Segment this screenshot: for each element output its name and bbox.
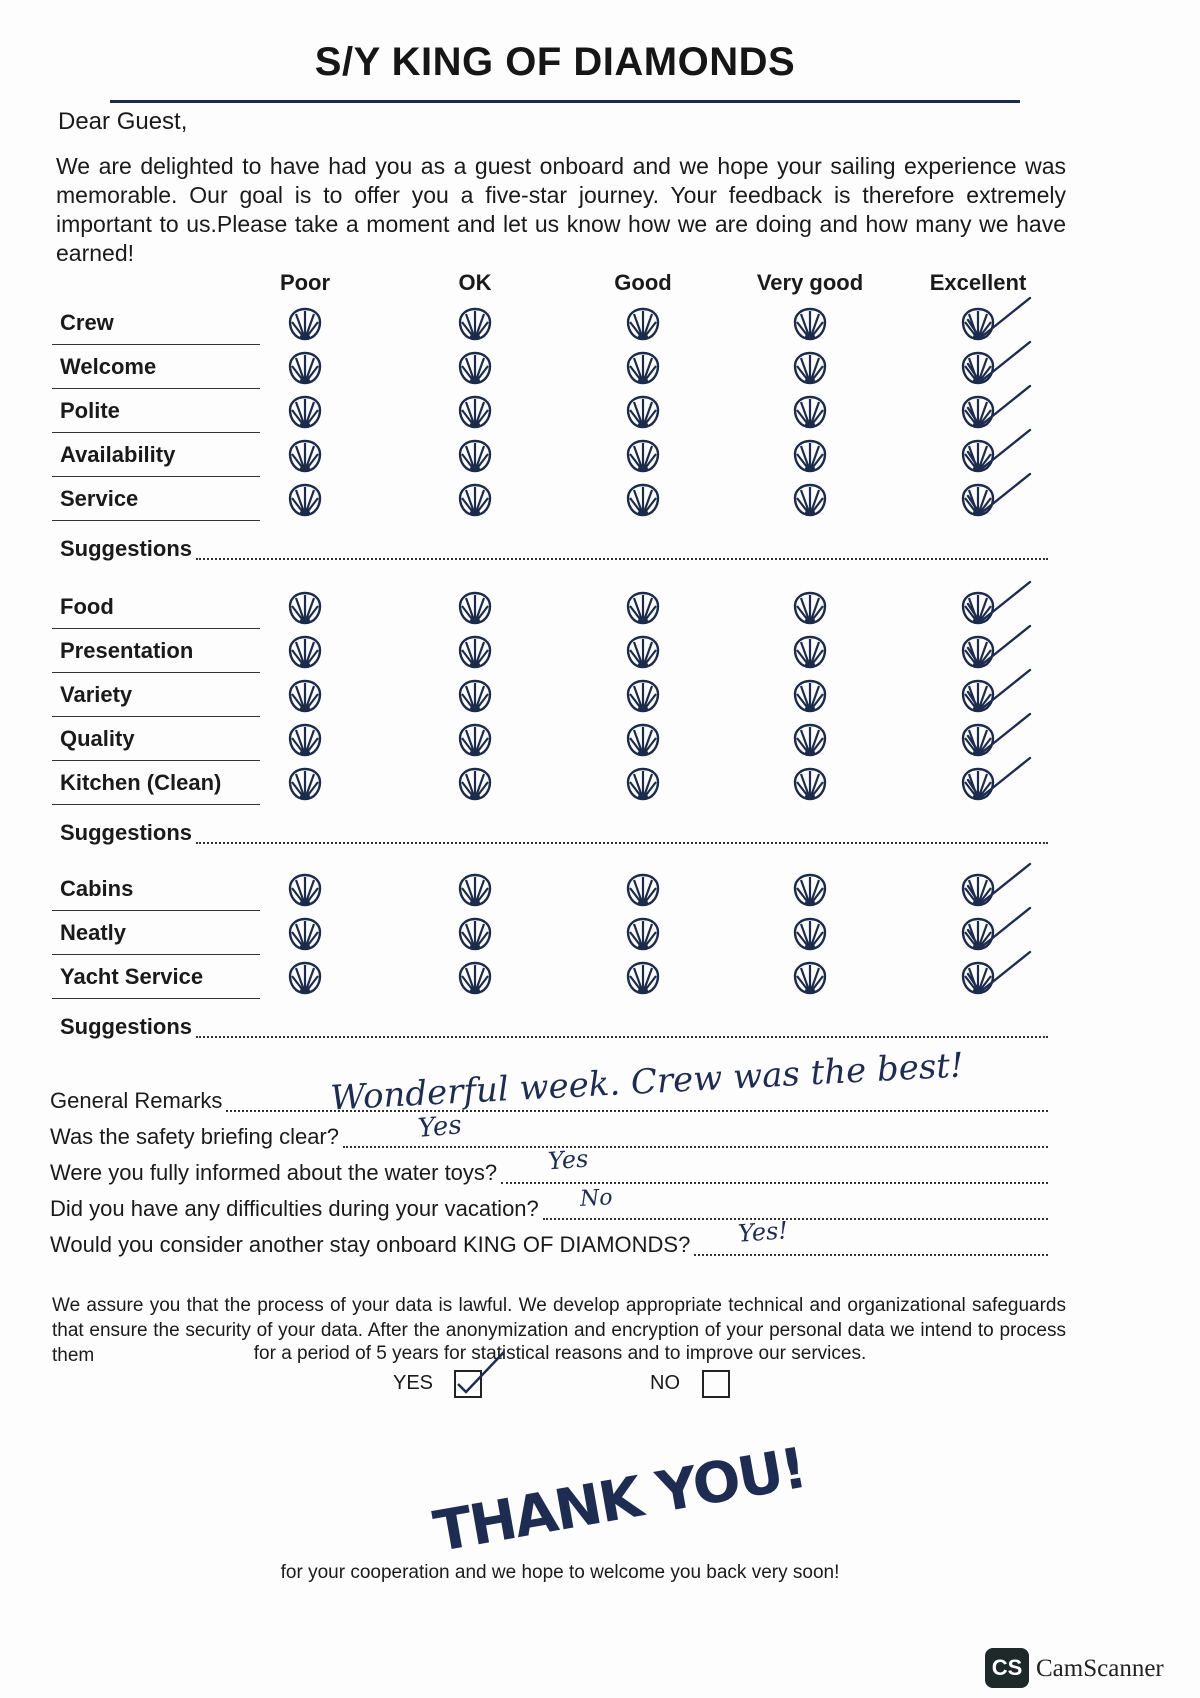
rating-row-label: Availability — [60, 442, 176, 467]
shell-icon[interactable] — [457, 306, 493, 342]
question-label: Were you fully informed about the water toys? — [50, 1160, 498, 1185]
row-divider — [52, 344, 260, 345]
shell-icon[interactable] — [457, 960, 493, 996]
checkmark-icon — [964, 294, 1034, 344]
checkmark-icon — [964, 470, 1034, 520]
shell-icon[interactable] — [792, 916, 828, 952]
shell-icon[interactable] — [625, 438, 661, 474]
shell-icon[interactable] — [287, 916, 323, 952]
checkmark-icon — [964, 338, 1034, 388]
checkmark-icon — [964, 622, 1034, 672]
checkmark-icon — [964, 948, 1034, 998]
greeting: Dear Guest, — [58, 108, 188, 135]
rating-row-label: Kitchen (Clean) — [60, 770, 222, 795]
row-divider — [52, 910, 260, 911]
shell-icon[interactable] — [625, 306, 661, 342]
row-divider — [52, 954, 260, 955]
rating-row-label: Welcome — [60, 354, 157, 379]
camscanner-watermark-text: CamScanner — [1036, 1655, 1164, 1682]
shell-icon[interactable] — [457, 634, 493, 670]
shell-icon[interactable] — [457, 722, 493, 758]
shell-icon[interactable] — [457, 350, 493, 386]
rating-row-label: Crew — [60, 310, 114, 335]
camscanner-logo: CS — [985, 1648, 1029, 1688]
column-header-excellent: Excellent — [929, 270, 1027, 295]
checkmark-icon — [964, 710, 1034, 760]
shell-icon[interactable] — [792, 960, 828, 996]
svg-text:THANK YOU!: THANK YOU! — [429, 1435, 811, 1566]
question-label: Would you consider another stay onboard KING OF DIAMONDS? — [50, 1232, 691, 1257]
rating-row-label: Food — [60, 594, 114, 619]
shell-icon[interactable] — [457, 766, 493, 802]
row-divider — [52, 476, 260, 477]
shell-icon[interactable] — [287, 872, 323, 908]
form-title: S/Y KING OF DIAMONDS — [314, 40, 796, 84]
handwritten-answer: Wonderful week. Crew was the best! — [329, 1045, 965, 1119]
question-label: Was the safety briefing clear? — [50, 1124, 339, 1149]
suggestions-input-line[interactable] — [196, 1036, 1048, 1038]
shell-icon[interactable] — [625, 872, 661, 908]
row-divider — [52, 628, 260, 629]
shell-icon[interactable] — [457, 394, 493, 430]
question-label: Did you have any difficulties during your vacation? — [50, 1196, 539, 1221]
shell-icon[interactable] — [625, 960, 661, 996]
privacy-notice-last-line: for a period of 5 years for statistical reasons and to improve our services. — [253, 1343, 867, 1364]
shell-icon[interactable] — [457, 438, 493, 474]
checkmark-icon — [964, 426, 1034, 476]
rating-row-label: Neatly — [60, 920, 127, 945]
shell-icon[interactable] — [792, 872, 828, 908]
shell-icon[interactable] — [287, 438, 323, 474]
row-divider — [52, 388, 260, 389]
rating-row-label: Polite — [60, 398, 120, 423]
shell-icon[interactable] — [287, 678, 323, 714]
title-divider — [110, 100, 1020, 103]
column-header-ok: OK — [458, 270, 492, 295]
answer-input-line[interactable] — [543, 1218, 1048, 1220]
checkmark-icon — [964, 578, 1034, 628]
suggestions-label: Suggestions — [60, 820, 193, 845]
checkmark-icon — [452, 1350, 512, 1400]
shell-icon[interactable] — [625, 482, 661, 518]
shell-icon[interactable] — [287, 722, 323, 758]
shell-icon[interactable] — [287, 306, 323, 342]
handwritten-answer: No — [579, 1185, 614, 1212]
shell-icon[interactable] — [625, 678, 661, 714]
answer-input-line[interactable] — [694, 1254, 1048, 1256]
shell-icon[interactable] — [625, 766, 661, 802]
shell-icon[interactable] — [287, 766, 323, 802]
thank-you-handwriting — [423, 1435, 811, 1566]
shell-icon[interactable] — [287, 350, 323, 386]
rating-row-label: Cabins — [60, 876, 134, 901]
shell-icon[interactable] — [792, 306, 828, 342]
suggestions-label: Suggestions — [60, 536, 193, 561]
shell-icon[interactable] — [457, 872, 493, 908]
privacy-notice: We assure you that the process of your data is lawful. We develop appropriate technical and organizational safeguards that ensure the security of your data. After the anonymization and encryption of your personal data we intend to process them — [52, 1295, 1066, 1366]
handwritten-answer: Yes! — [737, 1216, 789, 1248]
checkmark-icon — [964, 860, 1034, 910]
checkmark-icon — [964, 754, 1034, 804]
shell-icon[interactable] — [792, 678, 828, 714]
shell-icon[interactable] — [457, 678, 493, 714]
shell-icon[interactable] — [287, 482, 323, 518]
shell-icon[interactable] — [792, 722, 828, 758]
shell-icon[interactable] — [792, 482, 828, 518]
column-header-very-good: Very good — [756, 270, 864, 295]
footer-text: for your cooperation and we hope to welcome you back very soon! — [280, 1562, 840, 1583]
consent-yes-checkbox[interactable] — [454, 1370, 482, 1398]
shell-icon[interactable] — [287, 960, 323, 996]
checkmark-icon — [964, 382, 1034, 432]
row-divider — [52, 760, 260, 761]
row-divider — [52, 432, 260, 433]
checkmark-icon — [964, 904, 1034, 954]
shell-icon[interactable] — [287, 634, 323, 670]
shell-icon[interactable] — [287, 590, 323, 626]
suggestions-label: Suggestions — [60, 1014, 193, 1039]
shell-icon[interactable] — [792, 394, 828, 430]
handwritten-answer: Yes — [547, 1144, 590, 1176]
suggestions-input-line[interactable] — [196, 842, 1048, 844]
consent-no-checkbox[interactable] — [702, 1370, 730, 1398]
rating-row-label: Service — [60, 486, 139, 511]
shell-icon[interactable] — [625, 590, 661, 626]
suggestions-input-line[interactable] — [196, 558, 1048, 560]
shell-icon[interactable] — [625, 722, 661, 758]
question-label: General Remarks — [50, 1088, 223, 1113]
rating-row-label: Quality — [60, 726, 135, 751]
rating-row-label: Variety — [60, 682, 133, 707]
shell-icon[interactable] — [457, 482, 493, 518]
handwritten-answer: Yes — [416, 1110, 463, 1144]
rating-row-label: Presentation — [60, 638, 194, 663]
row-divider — [52, 804, 260, 805]
shell-icon[interactable] — [792, 350, 828, 386]
shell-icon[interactable] — [625, 916, 661, 952]
shell-icon[interactable] — [792, 590, 828, 626]
shell-icon[interactable] — [792, 766, 828, 802]
shell-icon[interactable] — [287, 394, 323, 430]
row-divider — [52, 716, 260, 717]
column-header-good: Good — [614, 270, 672, 295]
shell-icon[interactable] — [625, 394, 661, 430]
consent-no-label: NO — [650, 1372, 680, 1394]
column-header-poor: Poor — [279, 270, 331, 295]
rating-row-label: Yacht Service — [60, 964, 204, 989]
row-divider — [52, 998, 260, 999]
row-divider — [52, 672, 260, 673]
checkmark-icon — [964, 666, 1034, 716]
shell-icon[interactable] — [625, 350, 661, 386]
shell-icon[interactable] — [792, 634, 828, 670]
shell-icon[interactable] — [625, 634, 661, 670]
shell-icon[interactable] — [792, 438, 828, 474]
row-divider — [52, 520, 260, 521]
answer-input-line[interactable] — [501, 1182, 1048, 1184]
shell-icon[interactable] — [457, 590, 493, 626]
answer-input-line[interactable] — [343, 1146, 1048, 1148]
shell-icon[interactable] — [457, 916, 493, 952]
consent-yes-label: YES — [393, 1372, 434, 1394]
intro-paragraph: We are delighted to have had you as a guest onboard and we hope your sailing experience was memorable. Our goal is to offer you a five-star journey. Your feedback is therefore extremely important to us.Please take a moment and let us know how we are doing and how many we have earned! — [56, 153, 1066, 266]
